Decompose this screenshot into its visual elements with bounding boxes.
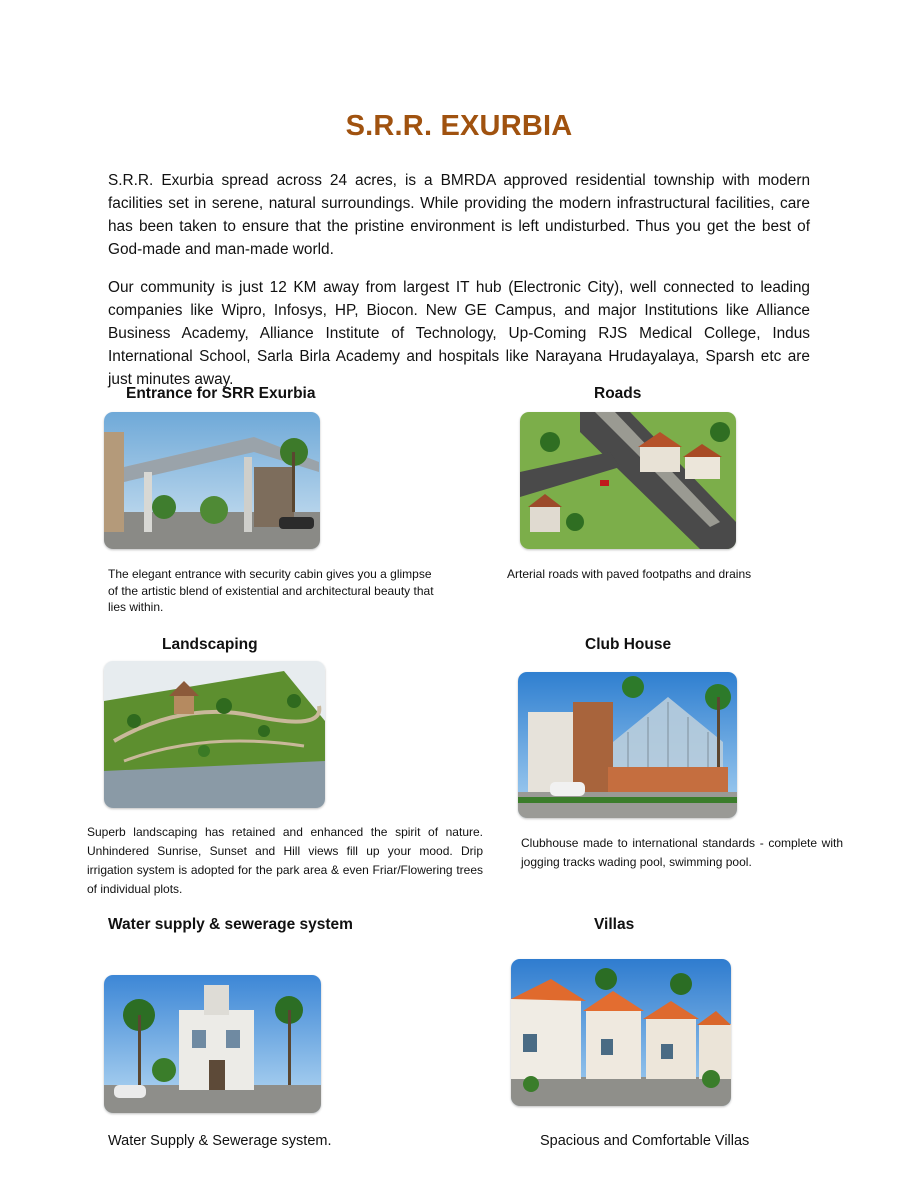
landscaping-photo	[104, 661, 325, 808]
roads-heading: Roads	[594, 385, 642, 402]
clubhouse-photo	[518, 672, 737, 818]
clubhouse-caption: Clubhouse made to international standards - complete with jogging tracks wading pool, swimming pool.	[521, 836, 843, 869]
page-title: S.R.R. EXURBIA	[345, 110, 573, 142]
villas-heading: Villas	[594, 916, 635, 933]
location-paragraph: Our community is just 12 KM away from largest IT hub (Electronic City), well connected to leading companies like Wipro, Infosys, HP, Biocon. New GE Campus, and major Institutions like Alliance Business Academy, Alliance Institute of Technology, Up-Coming RJS Medical College, Indus International School, Sarla Birla Academy and hospitals like Narayana Hrudayalaya, Sparsh etc are just minutes away.	[108, 279, 810, 388]
water-photo	[104, 975, 321, 1113]
entrance-heading: Entrance for SRR Exurbia	[126, 385, 316, 402]
roads-photo	[520, 412, 736, 549]
entrance-photo	[104, 412, 320, 549]
entrance-caption: The elegant entrance with security cabin gives you a glimpse of the artistic blend of existential and architectural beauty that lies within.	[108, 567, 434, 614]
water-caption: Water Supply & Sewerage system.	[108, 1133, 332, 1149]
landscaping-heading: Landscaping	[162, 636, 258, 653]
clubhouse-heading: Club House	[585, 636, 672, 653]
water-heading: Water supply & sewerage system	[108, 916, 353, 933]
villas-caption: Spacious and Comfortable Villas	[540, 1133, 750, 1149]
villas-photo	[511, 959, 731, 1106]
landscaping-caption: Superb landscaping has retained and enhanced the spirit of nature. Unhindered Sunrise, Sunset and Hill views fill up your mood. Drip irrigation system is adopted for the park area & even Friar/Flowering trees of individual plots.	[87, 825, 483, 896]
roads-caption: Arterial roads with paved footpaths and drains	[507, 567, 752, 581]
intro-paragraph: S.R.R. Exurbia spread across 24 acres, is a BMRDA approved residential township with modern facilities set in serene, natural surroundings. While providing the modern infrastructural facilities, care has been taken to ensure that the pristine environment is left undisturbed. Thus you get the best of God-made and man-made world.	[108, 172, 810, 258]
